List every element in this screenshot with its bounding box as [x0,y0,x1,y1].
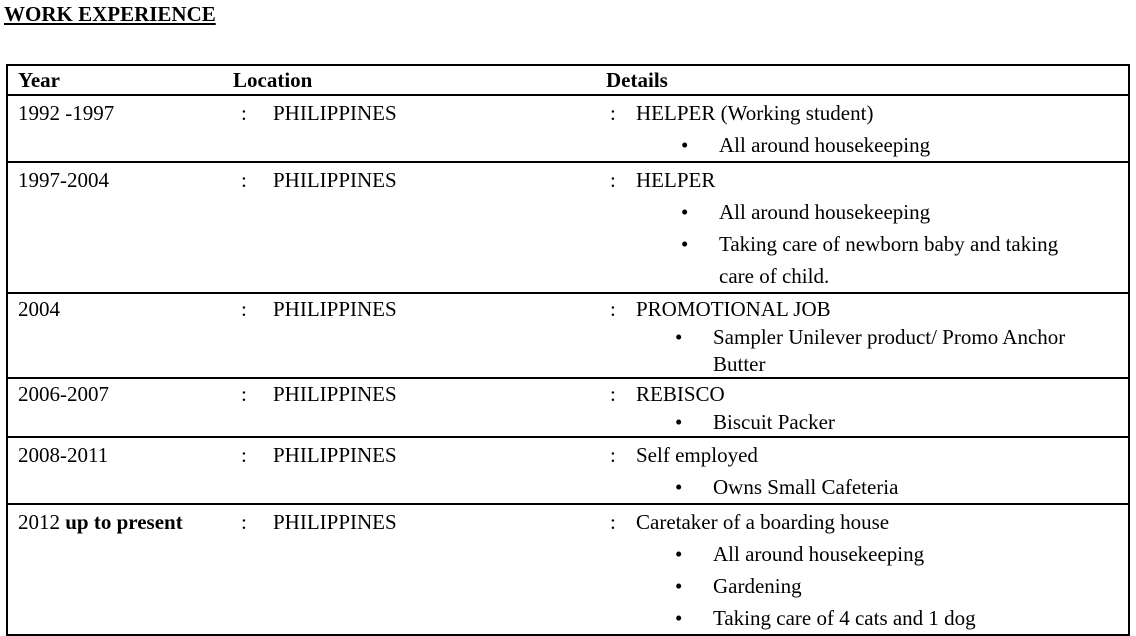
row-year: 2008-2011 [18,443,109,467]
header-year: Year [18,68,60,92]
colon: : [610,443,616,467]
list-item: • Taking care of newborn baby and taking [719,228,1122,260]
row-location: PHILIPPINES [273,168,397,192]
colon: : [241,168,247,192]
list-item-continuation: Butter [713,352,766,376]
list-item: • Owns Small Cafeteria [713,471,1122,503]
row-title: REBISCO [636,382,725,406]
row-year: 2012 [18,510,66,534]
colon: : [610,168,616,192]
table-row [7,162,1129,293]
row-location: PHILIPPINES [273,510,397,534]
table-row [7,437,1129,504]
list-item-continuation: care of child. [719,264,830,288]
section-heading: WORK EXPERIENCE [4,2,216,26]
colon: : [610,101,616,125]
row-location: PHILIPPINES [273,443,397,467]
row-title: HELPER [636,168,716,192]
colon: : [241,382,247,406]
row-year: 2004 [18,297,60,321]
row-year: 2006-2007 [18,382,109,406]
row-location: PHILIPPINES [273,297,397,321]
list-item: • Biscuit Packer [713,408,1122,436]
list-item: • Sampler Unilever product/ Promo Anchor [713,323,1122,351]
list-item: • All around housekeeping [719,129,1122,161]
row-title: Caretaker of a boarding house [636,510,890,534]
row-title: PROMOTIONAL JOB [636,297,831,321]
colon: : [241,101,247,125]
table-header-row [7,65,1129,95]
list-item: • All around housekeeping [719,196,1122,228]
colon: : [610,510,616,534]
row-title: HELPER (Working student) [636,101,874,125]
row-location: PHILIPPINES [273,101,397,125]
list-item: • Gardening [713,570,1122,602]
header-details: Details [606,68,668,92]
colon: : [241,443,247,467]
colon: : [241,510,247,534]
table-row [7,95,1129,162]
colon: : [610,382,616,406]
row-location: PHILIPPINES [273,382,397,406]
table-row [7,504,1129,635]
table-row [7,378,1129,437]
colon: : [610,297,616,321]
list-item: • Taking care of 4 cats and 1 dog [713,602,1122,634]
list-item: • All around housekeeping [713,538,1122,570]
row-year: 1992 -1997 [18,101,115,125]
colon: : [241,297,247,321]
row-year: 1997-2004 [18,168,109,192]
header-location: Location [233,68,313,92]
table-row [7,293,1129,378]
row-year-emphasis: up to present [65,510,183,534]
work-experience-table [6,64,1130,636]
row-title: Self employed [636,443,758,467]
